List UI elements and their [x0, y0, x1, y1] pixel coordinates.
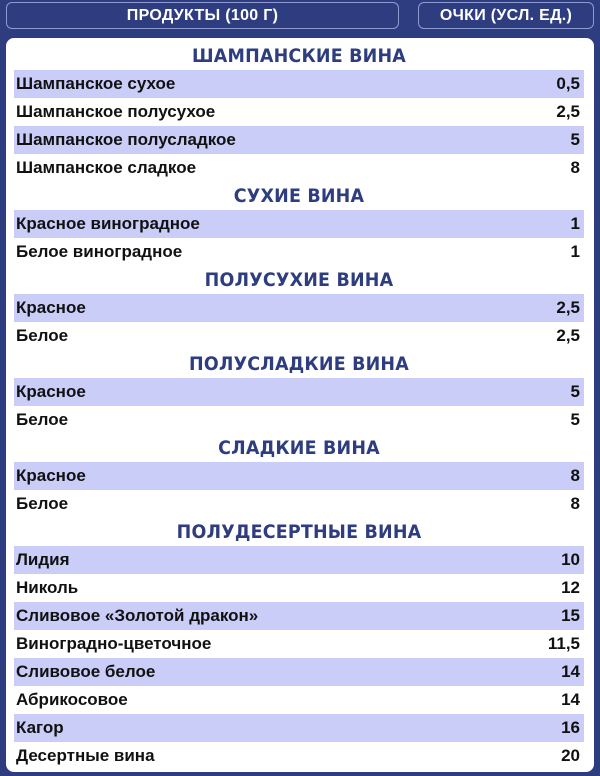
table-row — [14, 98, 584, 126]
product-name: Белое — [16, 410, 69, 429]
points-value: 2,5 — [556, 298, 580, 317]
product-name: Шампанское сладкое — [16, 158, 197, 177]
table-row — [14, 238, 584, 266]
product-name: Шампанское полусухое — [16, 102, 216, 121]
product-name: Красное — [16, 298, 86, 317]
points-value: 1 — [570, 214, 580, 233]
product-name: Кагор — [16, 718, 64, 737]
product-name: Белое — [16, 326, 69, 345]
section-champagne-wines — [14, 42, 584, 182]
section-semi-dessert-wines — [14, 518, 584, 770]
product-name: Сливовое белое — [16, 662, 156, 681]
points-column-header — [418, 2, 594, 29]
points-value: 5 — [570, 130, 580, 149]
section-semi-dry-wines — [14, 266, 584, 350]
table-row — [14, 574, 584, 602]
product-name: Красное — [16, 382, 86, 401]
products-column-header-label: ПРОДУКТЫ (100 Г) — [126, 6, 279, 24]
section-semi-sweet-wines — [14, 350, 584, 434]
section-dry-wines — [14, 182, 584, 266]
table-row — [14, 406, 584, 434]
points-value: 12 — [561, 578, 580, 597]
table-row — [14, 294, 584, 322]
product-name: Лидия — [16, 550, 70, 569]
table-row — [14, 714, 584, 742]
points-value: 0,5 — [556, 74, 580, 93]
points-value: 5 — [570, 382, 580, 401]
section-sweet-wines — [14, 434, 584, 518]
product-name: Шампанское полусладкое — [16, 130, 236, 149]
points-value: 20 — [561, 746, 580, 765]
table-row — [14, 630, 584, 658]
table-row — [14, 686, 584, 714]
points-value: 11,5 — [547, 634, 580, 653]
table-row — [14, 378, 584, 406]
table-row — [14, 742, 584, 770]
points-value: 14 — [561, 690, 580, 709]
product-name: Николь — [16, 578, 79, 597]
points-value: 14 — [561, 662, 580, 681]
points-column-header-label: ОЧКИ (УСЛ. ЕД.) — [439, 6, 573, 24]
product-name: Абрикосовое — [16, 690, 128, 709]
points-value: 1 — [570, 242, 580, 261]
points-value: 8 — [570, 466, 580, 485]
table-row — [14, 658, 584, 686]
table-row — [14, 602, 584, 630]
section-title: ПОЛУДЕСЕРТНЫЕ ВИНА — [176, 521, 422, 543]
points-value: 2,5 — [556, 326, 580, 345]
product-name: Белое — [16, 494, 69, 513]
points-value: 8 — [570, 158, 580, 177]
table-row — [14, 154, 584, 182]
table-row — [14, 210, 584, 238]
product-name: Шампанское сухое — [16, 74, 176, 93]
section-title: ШАМПАНСКИЕ ВИНА — [192, 45, 406, 67]
product-name: Сливовое «Золотой дракон» — [16, 606, 259, 625]
product-name: Белое виноградное — [16, 242, 183, 261]
section-title: СЛАДКИЕ ВИНА — [218, 437, 380, 459]
section-title: ПОЛУСЛАДКИЕ ВИНА — [189, 353, 409, 375]
product-name: Красное — [16, 466, 86, 485]
table-row — [14, 126, 584, 154]
wine-points-table — [6, 38, 594, 772]
section-title: СУХИЕ ВИНА — [233, 185, 365, 207]
points-value: 15 — [561, 606, 580, 625]
table-row — [14, 546, 584, 574]
product-name: Красное виноградное — [16, 214, 200, 233]
points-value: 8 — [570, 494, 580, 513]
product-name: Виноградно-цветочное — [16, 634, 212, 653]
table-row — [14, 322, 584, 350]
points-value: 5 — [570, 410, 580, 429]
section-title: ПОЛУСУХИЕ ВИНА — [204, 269, 394, 291]
points-value: 10 — [561, 550, 580, 569]
table-row — [14, 490, 584, 518]
points-value: 2,5 — [556, 102, 580, 121]
table-row — [14, 70, 584, 98]
table-row — [14, 462, 584, 490]
points-value: 16 — [561, 718, 580, 737]
products-column-header — [6, 2, 399, 29]
product-name: Десертные вина — [16, 746, 155, 765]
